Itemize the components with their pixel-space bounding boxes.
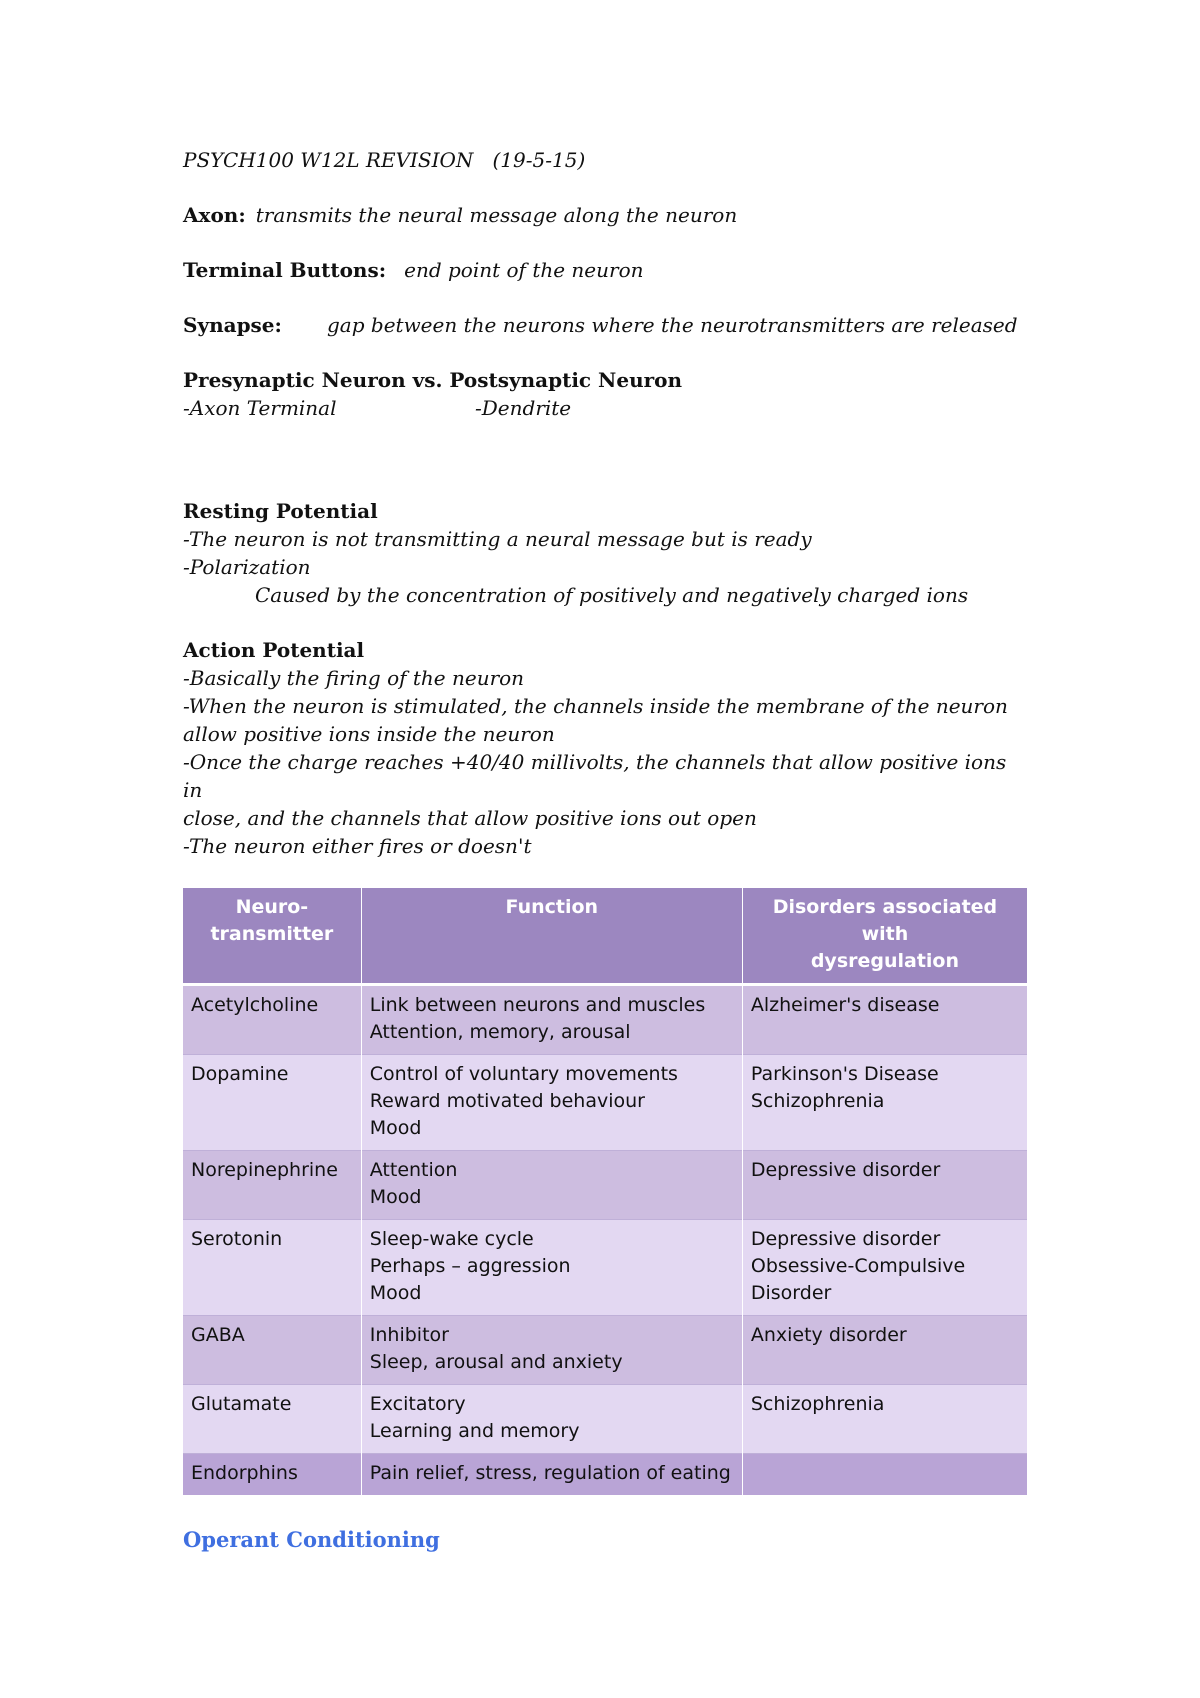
pre-post-heading: Presynaptic Neuron vs. Postsynaptic Neuron (183, 368, 683, 392)
resting-line: -The neuron is not transmitting a neural message but is ready (183, 527, 812, 551)
resting-heading: Resting Potential (183, 499, 378, 523)
operant-conditioning-heading: Operant Conditioning (183, 1527, 440, 1552)
pre-post-row (183, 394, 1023, 422)
cell-function: Excitatory Learning and memory (361, 1385, 742, 1454)
action-line: -Once the charge reaches +40/40 millivolts, the channels that allow positive ions in (183, 750, 1013, 802)
header-disorders: Disorders associated with dysregulation (742, 888, 1027, 985)
action-heading: Action Potential (183, 638, 365, 662)
definition-text: end point of the neuron (404, 258, 644, 282)
definition-text: gap between the neurons where the neurotransmitters are released (327, 313, 1018, 337)
table-row (183, 985, 1027, 1055)
pre-post-right: -Dendrite (475, 396, 572, 420)
doc-title: PSYCH100 W12L REVISION (19-5-15) (183, 148, 586, 172)
definition-text: transmits the neural message along the neuron (255, 203, 738, 227)
header-function: Function (361, 888, 742, 985)
table-header-row (183, 888, 1027, 985)
cell-disorders: Schizophrenia (742, 1385, 1027, 1454)
cell-function: Link between neurons and muscles Attention, memory, arousal (361, 985, 742, 1055)
definition-axon (183, 201, 1023, 229)
table-row (183, 1055, 1027, 1151)
table-row (183, 1151, 1027, 1220)
cell-disorders: Parkinson's Disease Schizophrenia (742, 1055, 1027, 1151)
pre-post-left: -Axon Terminal (183, 396, 337, 420)
definition-terminal-buttons (183, 256, 1023, 284)
definition-term: Axon: (183, 203, 246, 227)
cell-function: Pain relief, stress, regulation of eating (361, 1454, 742, 1496)
table-row (183, 1316, 1027, 1385)
action-line: -When the neuron is stimulated, the channels inside the membrane of the neuron (183, 694, 1008, 718)
definition-term: Synapse: (183, 313, 282, 337)
header-neurotransmitter: Neuro- transmitter (183, 888, 361, 985)
cell-function: Control of voluntary movements Reward motivated behaviour Mood (361, 1055, 742, 1151)
cell-disorders: Depressive disorder (742, 1151, 1027, 1220)
cell-neurotransmitter: Norepinephrine (183, 1151, 361, 1220)
cell-function: Attention Mood (361, 1151, 742, 1220)
resting-line: -Polarization (183, 555, 311, 579)
action-line: close, and the channels that allow positive ions out open (183, 806, 757, 830)
cell-disorders: Alzheimer's disease (742, 985, 1027, 1055)
cell-neurotransmitter: Acetylcholine (183, 985, 361, 1055)
action-line: -Basically the firing of the neuron (183, 666, 525, 690)
table-row (183, 1385, 1027, 1454)
table-row (183, 1454, 1027, 1496)
cell-neurotransmitter: Serotonin (183, 1220, 361, 1316)
cell-disorders: Anxiety disorder (742, 1316, 1027, 1385)
cell-neurotransmitter: Endorphins (183, 1454, 361, 1496)
action-line: allow positive ions inside the neuron (183, 722, 555, 746)
cell-neurotransmitter: Dopamine (183, 1055, 361, 1151)
neurotransmitter-table (183, 888, 1027, 1495)
action-line: -The neuron either fires or doesn't (183, 834, 532, 858)
table-row (183, 1220, 1027, 1316)
cell-disorders (742, 1454, 1027, 1496)
definition-term: Terminal Buttons: (183, 258, 387, 282)
cell-function: Inhibitor Sleep, arousal and anxiety (361, 1316, 742, 1385)
cell-neurotransmitter: Glutamate (183, 1385, 361, 1454)
table-body (183, 985, 1027, 1496)
definition-synapse (183, 311, 1023, 339)
cell-disorders: Depressive disorder Obsessive-Compulsive Disorder (742, 1220, 1027, 1316)
cell-neurotransmitter: GABA (183, 1316, 361, 1385)
cell-function: Sleep-wake cycle Perhaps – aggression Mood (361, 1220, 742, 1316)
resting-line: Caused by the concentration of positively and negatively charged ions (255, 583, 969, 607)
document-body (183, 140, 1023, 860)
